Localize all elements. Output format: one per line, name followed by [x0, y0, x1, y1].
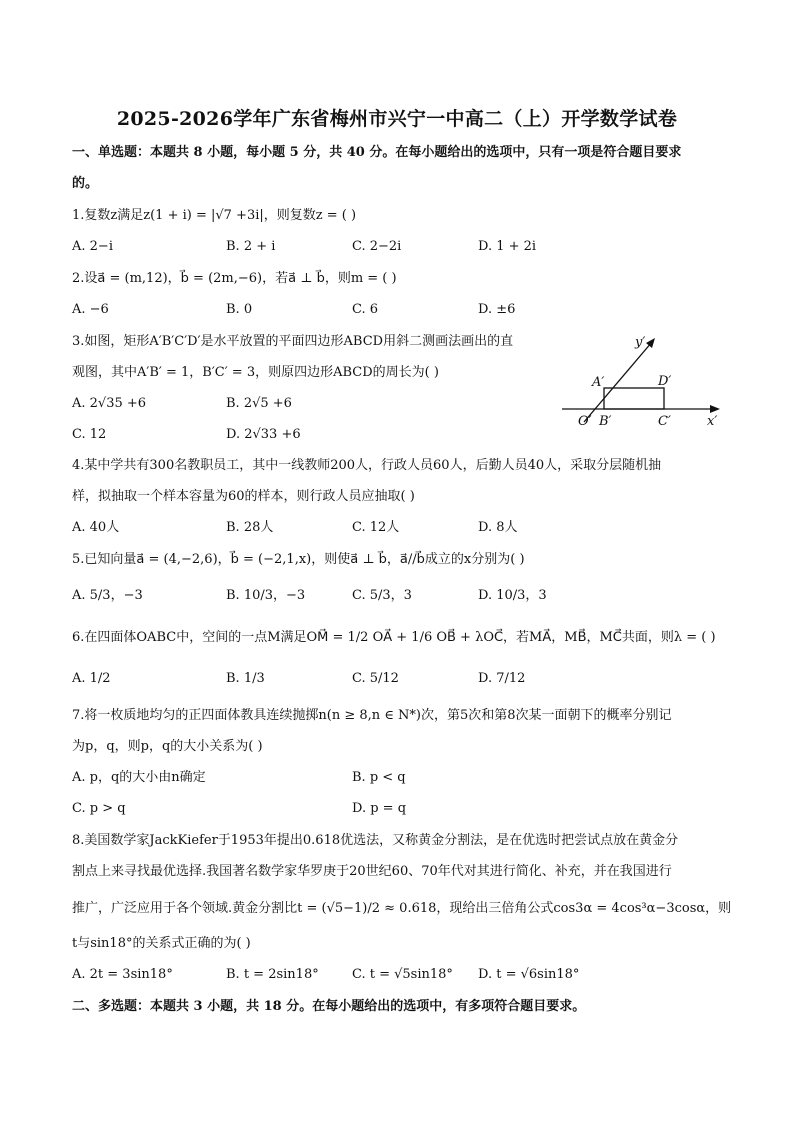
q1-option-b: B. 2 + i — [226, 239, 276, 254]
q7-option-b: B. p < q — [352, 770, 406, 785]
question-8-stem-line4: t与sin18°的关系式正确的为( ) — [72, 936, 251, 951]
q3-option-d: D. 2√33 +6 — [226, 427, 301, 442]
q4-option-d: D. 8人 — [478, 520, 518, 535]
q5-option-b: B. 10/3，−3 — [226, 588, 306, 603]
question-1-stem: 1.复数z满足z(1 + i) = |√7 +3i|，则复数z = ( ) — [72, 208, 357, 223]
q5-option-c: C. 5/3，3 — [352, 588, 412, 603]
question-4-stem-line2: 样，拟抽取一个样本容量为60的样本，则行政人员应抽取( ) — [72, 489, 415, 504]
q4-option-c: C. 12人 — [352, 520, 400, 535]
q3-option-a: A. 2√35 +6 — [72, 396, 147, 411]
q6-option-d: D. 7/12 — [478, 671, 526, 686]
q2-option-b: B. 0 — [226, 302, 253, 317]
q1-option-c: C. 2−2i — [352, 239, 402, 254]
q6-option-a: A. 1/2 — [72, 671, 111, 686]
label-x-prime: x′ — [707, 414, 718, 429]
question-4-stem-line1: 4.某中学共有300名教职员工，其中一线教师200人，行政人员60人，后勤人员40人，采取分层随机抽 — [72, 458, 662, 473]
label-c-prime: C′ — [658, 414, 671, 429]
label-b-prime: B′ — [599, 414, 612, 429]
question-6-stem: 6.在四面体OABC中，空间的一点M满足OM⃗ = 1/2 OA⃗ + 1/6 OB⃗ + λOC⃗，若MA⃗，MB⃗，MC⃗共面，则λ = ( ) — [72, 630, 716, 645]
q1-option-d: D. 1 + 2i — [478, 239, 537, 254]
q6-option-b: B. 1/3 — [226, 671, 265, 686]
label-a-prime: A′ — [592, 375, 605, 390]
q4-option-a: A. 40人 — [72, 520, 120, 535]
q5-option-d: D. 10/3，3 — [478, 588, 547, 603]
label-d-prime: D′ — [658, 374, 672, 389]
q7-option-c: C. p > q — [72, 801, 126, 816]
question-7-stem-line1: 7.将一枚质地均匀的正四面体教具连续抛掷n(n ≥ 8,n ∈ N*)次，第5次和第8次某一面朝下的概率分别记 — [72, 708, 672, 723]
exam-title: 2025-2026学年广东省梅州市兴宁一中高二（上）开学数学试卷 — [116, 108, 678, 130]
question-8-stem-line3: 推广，广泛应用于各个领域.黄金分割比t = (√5−1)/2 ≈ 0.618，现给出三倍角公式cos3α = 4cos³α−3cosα，则 — [72, 901, 732, 916]
question-2-stem: 2.设a⃗ = (m,12)，b⃗ = (2m,−6)，若a⃗ ⊥ b⃗，则m = ( ) — [72, 271, 397, 286]
q1-option-a: A. 2−i — [72, 239, 113, 254]
q3-option-b: B. 2√5 +6 — [226, 396, 292, 411]
q2-option-c: C. 6 — [352, 302, 379, 317]
q7-option-d: D. p = q — [352, 801, 407, 816]
q5-option-a: A. 5/3，−3 — [72, 588, 143, 603]
question-8-stem-line1: 8.美国数学家JackKiefer于1953年提出0.618优选法，又称黄金分割法，是在优选时把尝试点放在黄金分 — [72, 833, 679, 848]
q8-option-d: D. t = √6sin18° — [478, 967, 580, 982]
question-5-stem: 5.已知向量a⃗ = (4,−2,6)，b⃗ = (−2,1,x)，则使a⃗ ⊥ b⃗，a⃗//b⃗成立的x分别为( ) — [72, 552, 525, 567]
q6-option-c: C. 5/12 — [352, 671, 399, 686]
question-3-stem-line1: 3.如图，矩形A′B′C′D′是水平放置的平面四边形ABCD用斜二测画法画出的直 — [72, 334, 514, 349]
q2-option-d: D. ±6 — [478, 302, 516, 317]
question-8-stem-line2: 割点上来寻找最优选择.我国著名数学家华罗庚于20世纪60、70年代对其进行简化、补充，并在我国进行 — [72, 864, 672, 879]
q8-option-b: B. t = 2sin18° — [226, 967, 319, 982]
q2-option-a: A. −6 — [72, 302, 109, 317]
label-y-prime: y′ — [635, 335, 646, 350]
section1-heading-cont: 的。 — [72, 176, 99, 191]
label-o-prime: O′ — [578, 414, 592, 429]
q7-option-a: A. p，q的大小由n确定 — [72, 770, 206, 785]
oblique-projection-figure — [556, 330, 726, 436]
rectangle-abcd — [604, 388, 664, 409]
q8-option-c: C. t = √5sin18° — [352, 967, 453, 982]
section2-heading: 二、多选题：本题共 3 小题，共 18 分。在每小题给出的选项中，有多项符合题目要求。 — [72, 999, 586, 1014]
q3-option-c: C. 12 — [72, 427, 107, 442]
question-3-stem-line2: 观图，其中A′B′ = 1，B′C′ = 3，则原四边形ABCD的周长为( ) — [72, 365, 439, 380]
q8-option-a: A. 2t = 3sin18° — [72, 967, 173, 982]
question-7-stem-line2: 为p，q，则p，q的大小关系为( ) — [72, 739, 263, 754]
x-axis-arrow-icon — [710, 405, 720, 413]
section1-heading: 一、单选题：本题共 8 小题，每小题 5 分，共 40 分。在每小题给出的选项中，只有一项是符合题目要求 — [72, 145, 682, 160]
q4-option-b: B. 28人 — [226, 520, 274, 535]
